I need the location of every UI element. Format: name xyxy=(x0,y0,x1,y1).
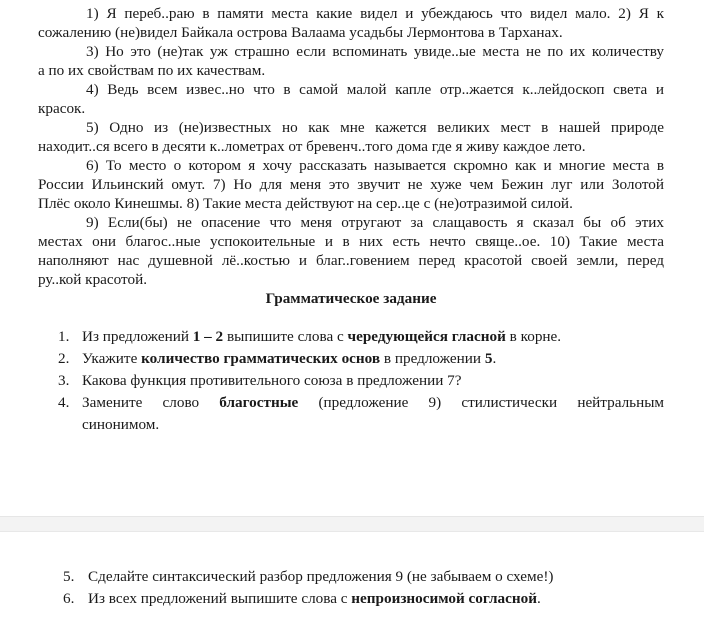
text-line: 5) Одно из (не)известных но как мне кажется великих мест в нашей природе xyxy=(86,119,664,136)
task-text: нейтральным xyxy=(577,394,665,411)
text-line: ру..кой красотой. xyxy=(38,271,147,288)
text-line: красок. xyxy=(38,100,86,117)
task-text: Какова функция противительного союза в предложении 7? xyxy=(82,372,462,389)
task-list-continued xyxy=(38,566,664,610)
emphasis-text: 5 xyxy=(484,350,493,367)
section-heading: Грамматическое задание xyxy=(265,290,437,307)
page-separator xyxy=(0,516,704,532)
cropped-previous-line xyxy=(0,0,704,3)
task-text: Замените xyxy=(82,394,143,411)
emphasis-text: непроизносимой согласной xyxy=(351,590,537,607)
paragraph-5 xyxy=(38,118,664,156)
task-item xyxy=(38,566,664,588)
task-number: 4. xyxy=(58,394,70,411)
paragraph-4 xyxy=(38,80,664,118)
task-item xyxy=(38,588,664,610)
task-text: 9) xyxy=(428,394,442,411)
text-line: находит..ся всего в десяти к..лометрах от бревенч..того дома где я живу каждое лето. xyxy=(38,138,586,155)
text-line: сожалению (не)видел Байкала острова Валаама усадьбы Лермонтова в Тарханах. xyxy=(38,24,563,41)
task-text: Сделайте синтаксический разбор предложения 9 (не забываем о схеме!) xyxy=(88,568,554,585)
text-line: 1) Я переб..раю в памяти места какие видел и убеждаюсь что видел мало. 2) Я к xyxy=(86,5,664,22)
text-line: 4) Ведь всем извес..но что в самой малой капле отр..жается к..лейдоскоп света и xyxy=(86,81,664,98)
task-text: (предложение xyxy=(318,394,409,411)
text-line: 3) Но это (не)так уж страшно если вспоминать увиде..ые места не по их количеству xyxy=(86,43,664,60)
task-number: 1. xyxy=(58,328,70,345)
paragraph-6-8 xyxy=(38,156,664,213)
task-item xyxy=(38,370,664,392)
task-text: выпишите слова с xyxy=(223,328,348,345)
task-list xyxy=(38,326,664,436)
task-text: . xyxy=(492,350,497,367)
task-number: 5. xyxy=(63,568,75,585)
task-item xyxy=(38,392,664,436)
emphasis-text: количество грамматических основ xyxy=(141,350,381,367)
emphasis-text: благостные xyxy=(219,394,299,411)
task-text: слово xyxy=(162,394,200,411)
task-text: в корне. xyxy=(505,328,562,345)
text-line: наполняют нас душевной лё..костью и благ..говением перед красотой своей земли, перед xyxy=(38,252,664,269)
emphasis-text: 1 – 2 xyxy=(192,328,224,345)
text-line: 6) То место о котором я хочу рассказать называется скромно как и многие места в xyxy=(86,157,664,174)
task-item xyxy=(38,326,664,348)
text-line: а по их свойствам по их качествам. xyxy=(38,62,266,79)
text-line: 9) Если(бы) не опасение что меня отругают за слащавость я сказал бы об этих xyxy=(86,214,664,231)
paragraph-1-2 xyxy=(38,4,664,42)
text-line: России Ильинский омут. 7) Но для меня это звучит не хуже чем Бежин луг или Золотой xyxy=(38,176,664,193)
task-text: в предложении xyxy=(380,350,485,367)
task-text: . xyxy=(536,590,541,607)
task-text: синонимом. xyxy=(82,416,160,433)
task-text: Укажите xyxy=(82,350,142,367)
text-line: местах они благос..ные успокоительные и в них есть нечто свяще..ое. 10) Такие места xyxy=(38,233,664,250)
task-number: 6. xyxy=(63,590,75,607)
emphasis-text: чередующейся гласной xyxy=(347,328,506,345)
task-text: Из предложений xyxy=(82,328,193,345)
task-number: 3. xyxy=(58,372,70,389)
task-text: Из всех предложений выпишите слова с xyxy=(88,590,352,607)
task-item xyxy=(38,348,664,370)
task-number: 2. xyxy=(58,350,70,367)
paragraph-9-10 xyxy=(38,213,664,289)
text-line: Плёс около Кинешмы. 8) Такие места действуют на сер..це с (не)отразимой силой. xyxy=(38,195,573,212)
paragraph-3 xyxy=(38,42,664,80)
task-text: стилистически xyxy=(461,394,558,411)
